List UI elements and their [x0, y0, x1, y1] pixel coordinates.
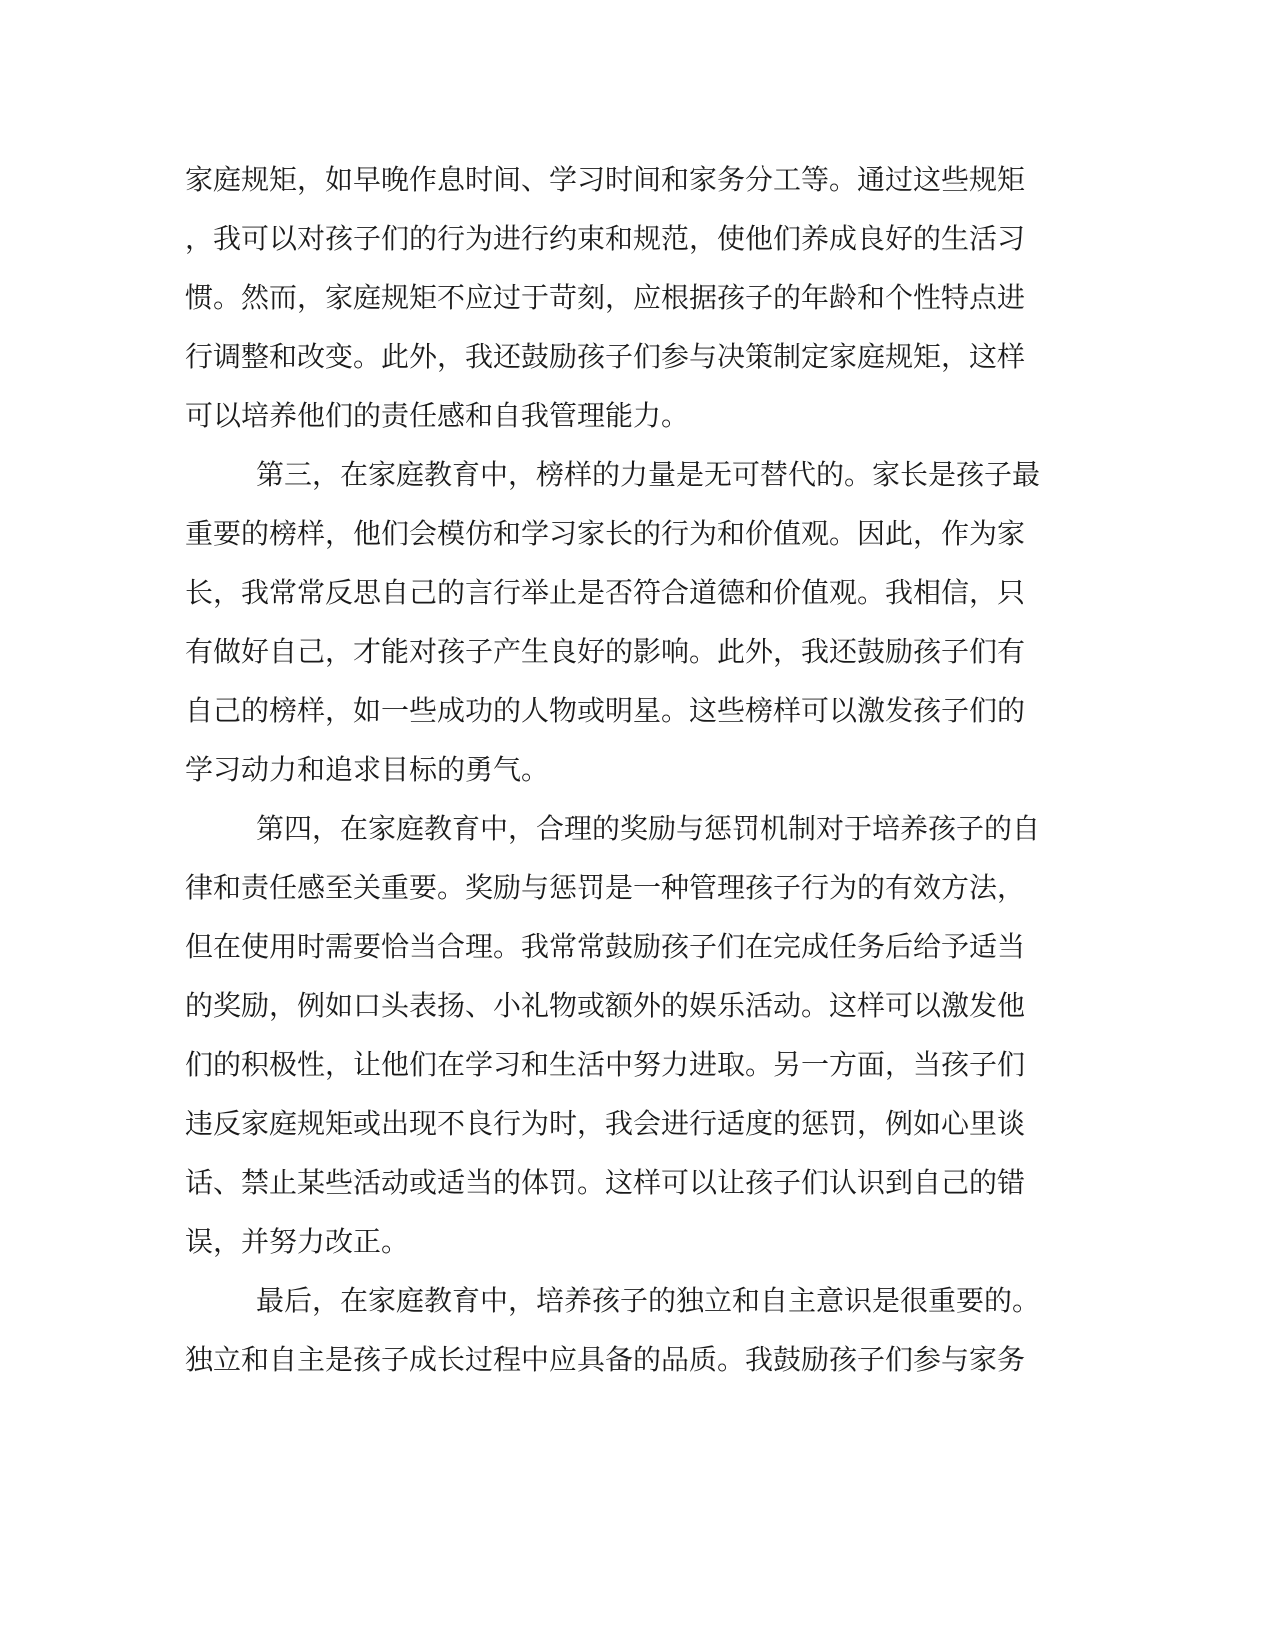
text-line: 律和责任感至关重要。奖励与惩罚是一种管理孩子行为的有效方法， [185, 871, 1026, 904]
text-line: 可以培养他们的责任感和自我管理能力。 [185, 399, 690, 432]
text-line: 的奖励，例如口头表扬、小礼物或额外的娱乐活动。这样可以激发他 [185, 989, 1026, 1022]
text-line: 学习动力和追求目标的勇气。 [185, 753, 550, 786]
text-line: 话、禁止某些活动或适当的体罚。这样可以让孩子们认识到自己的错 [185, 1166, 1026, 1199]
text-line: 重要的榜样，他们会模仿和学习家长的行为和价值观。因此，作为家 [185, 517, 1026, 550]
text-line: 误，并努力改正。 [185, 1225, 410, 1258]
text-line: 自己的榜样，如一些成功的人物或明星。这些榜样可以激发孩子们的 [185, 694, 1026, 727]
text-line: 行调整和改变。此外，我还鼓励孩子们参与决策制定家庭规矩，这样 [185, 340, 1026, 373]
text-line: ，我可以对孩子们的行为进行约束和规范，使他们养成良好的生活习 [185, 222, 1026, 255]
text-line: 惯。然而，家庭规矩不应过于苛刻，应根据孩子的年龄和个性特点进 [185, 281, 1026, 314]
text-line: 家庭规矩，如早晚作息时间、学习时间和家务分工等。通过这些规矩 [185, 163, 1026, 196]
text-line: 们的积极性，让他们在学习和生活中努力进取。另一方面，当孩子们 [185, 1048, 1026, 1081]
text-line: 违反家庭规矩或出现不良行为时，我会进行适度的惩罚，例如心里谈 [185, 1107, 1026, 1140]
text-line: 独立和自主是孩子成长过程中应具备的品质。我鼓励孩子们参与家务 [185, 1343, 1026, 1376]
paragraph-start-line: 第三，在家庭教育中，榜样的力量是无可替代的。家长是孩子最 [256, 458, 1041, 491]
text-line: 有做好自己，才能对孩子产生良好的影响。此外，我还鼓励孩子们有 [185, 635, 1026, 668]
paragraph-start-line: 第四，在家庭教育中，合理的奖励与惩罚机制对于培养孩子的自 [256, 812, 1041, 845]
text-line: 但在使用时需要恰当合理。我常常鼓励孩子们在完成任务后给予适当 [185, 930, 1026, 963]
paragraph-start-line: 最后，在家庭教育中，培养孩子的独立和自主意识是很重要的。 [256, 1284, 1041, 1317]
text-line: 长，我常常反思自己的言行举止是否符合道德和价值观。我相信，只 [185, 576, 1026, 609]
